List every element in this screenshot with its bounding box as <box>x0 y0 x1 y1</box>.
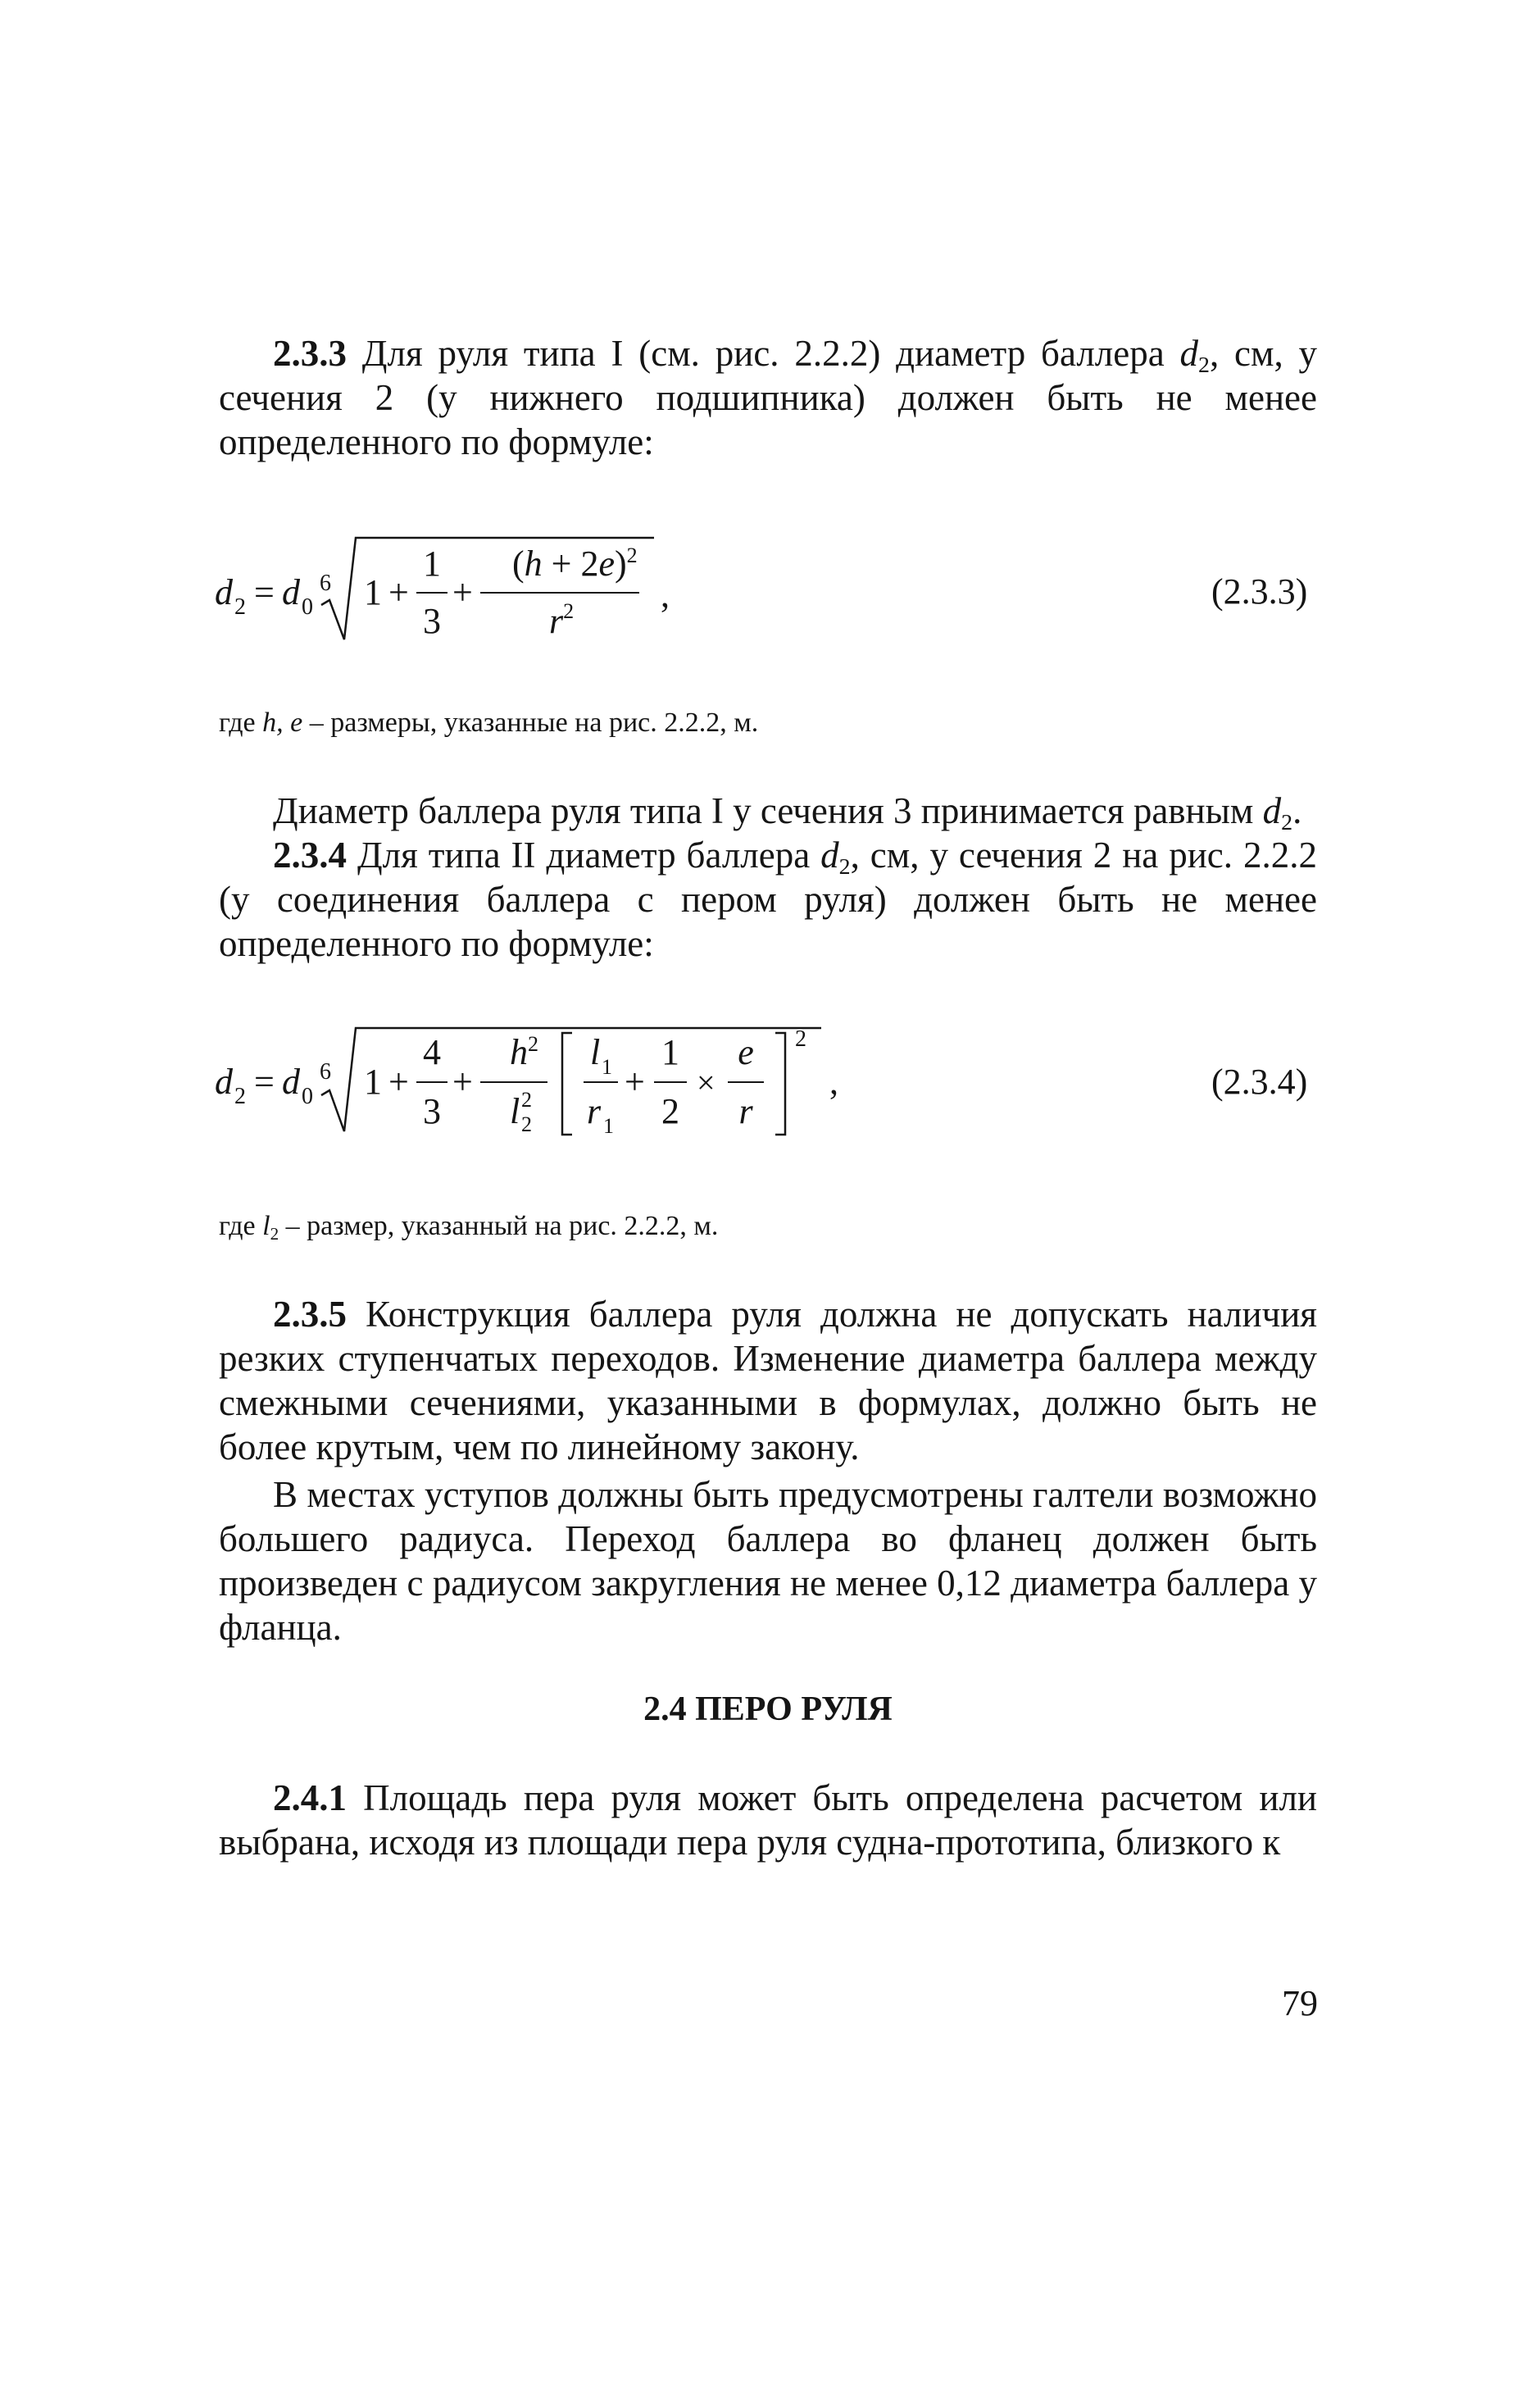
denominator-subscript: 2 <box>521 1112 532 1136</box>
plus-sign: + <box>388 1062 409 1102</box>
lhs-subscript: 2 <box>234 1084 246 1109</box>
fraction-denominator: 2 <box>661 1091 679 1131</box>
fraction-numerator: 4 <box>423 1032 441 1072</box>
denominator-exponent: 2 <box>521 1088 532 1112</box>
fraction-denominator: 3 <box>423 601 441 641</box>
clause-number: 2.3.3 <box>273 333 347 374</box>
paragraph-diameter: Диаметр баллера руля типа I у сечения 3 принимается равным $d_2$. <box>273 790 1302 835</box>
fraction-denominator: 3 <box>423 1091 441 1131</box>
equation-number: (2.3.3) <box>1211 571 1308 612</box>
lhs-variable: d <box>215 572 233 612</box>
equals-sign: = <box>254 572 275 612</box>
fraction-denominator: l <box>510 1091 520 1131</box>
paragraph-2-3-3: 2.3.3 Для руля типа I (см. рис. 2.2.2) диаметр баллера $d_2$, см, у сечения 2 (у нижнего подшипника) должен быть не менее определенного по формуле: <box>219 333 1317 462</box>
fraction-numerator: l <box>590 1032 601 1072</box>
outer-exponent: 2 <box>795 1026 806 1052</box>
paragraph-fillets: В местах уступов должны быть предусмотрены галтели возможно большего радиуса. Переход баллера во фланец должен быть произведен с радиусом закругления не менее 0,12 диаметра баллера у фланца. <box>219 1474 1317 1648</box>
fraction-denominator: r <box>587 1091 602 1131</box>
formula-note: где $l_2$ – размер, указанный на рис. 2.2.2, м. <box>219 1211 719 1244</box>
clause-number: 2.4.1 <box>273 1777 347 1818</box>
d0-subscript: 0 <box>302 1084 313 1109</box>
plus-sign: + <box>452 1062 473 1102</box>
plus-sign: + <box>388 572 409 612</box>
paragraph-2-3-5: 2.3.5 Конструкция баллера руля должна не допускать наличия резких ступенчатых переходов. Изменение диаметра баллера между смежными сечениями, указанными в формулах, должно быть не более крутым, чем по линейному закону. <box>219 1294 1317 1467</box>
plus-sign: + <box>452 572 473 612</box>
right-bracket <box>775 1033 785 1135</box>
formula-2-3-3-svg <box>205 525 713 664</box>
fraction-numerator: $(h + 2e)^2$ <box>512 544 638 584</box>
times-sign: × <box>697 1064 715 1101</box>
comma: , <box>829 1062 838 1102</box>
d0-variable: d <box>282 1062 300 1102</box>
d0-variable: d <box>282 572 300 612</box>
term-one: 1 <box>364 1062 382 1102</box>
page-number: 79 <box>1282 1983 1318 2023</box>
fraction-numerator: e <box>738 1032 754 1072</box>
formula-2-3-4-svg <box>205 1008 885 1156</box>
fraction-denominator: $r^2$ <box>549 599 575 641</box>
root-index: 6 <box>320 571 331 596</box>
left-bracket <box>562 1033 572 1135</box>
term-one: 1 <box>364 572 382 612</box>
fraction-numerator: 1 <box>423 544 441 584</box>
plus-sign: + <box>625 1062 645 1102</box>
equals-sign: = <box>254 1062 275 1102</box>
paragraph-2-4-1: 2.4.1 Площадь пера руля может быть определена расчетом или выбрана, исходя из площади пера руля судна-прототипа, близкого к <box>219 1777 1317 1863</box>
fraction-denominator: r <box>738 1091 753 1131</box>
d0-subscript: 0 <box>302 594 313 620</box>
fraction-numerator: $h^2$ <box>510 1032 538 1072</box>
paragraph-2-3-4: 2.3.4 Для типа II диаметр баллера $d_2$, см, у сечения 2 на рис. 2.2.2 (у соединения баллера с пером руля) должен быть не менее определенного по формуле: <box>219 835 1317 964</box>
comma: , <box>661 575 670 615</box>
formula-2-3-4 <box>205 1008 885 1160</box>
formula-2-3-3 <box>205 525 713 668</box>
clause-number: 2.3.5 <box>273 1294 347 1335</box>
section-heading: 2.4 ПЕРО РУЛЯ <box>643 1690 893 1728</box>
root-index: 6 <box>320 1059 331 1085</box>
numerator-subscript: 1 <box>602 1055 612 1079</box>
equation-number: (2.3.4) <box>1211 1062 1308 1102</box>
lhs-subscript: 2 <box>234 594 246 620</box>
formula-note: где h, e – размеры, указанные на рис. 2.2.2, м. <box>219 707 759 738</box>
denominator-subscript: 1 <box>603 1114 614 1138</box>
lhs-variable: d <box>215 1062 233 1102</box>
clause-number: 2.3.4 <box>273 835 347 876</box>
fraction-numerator: 1 <box>661 1032 679 1072</box>
